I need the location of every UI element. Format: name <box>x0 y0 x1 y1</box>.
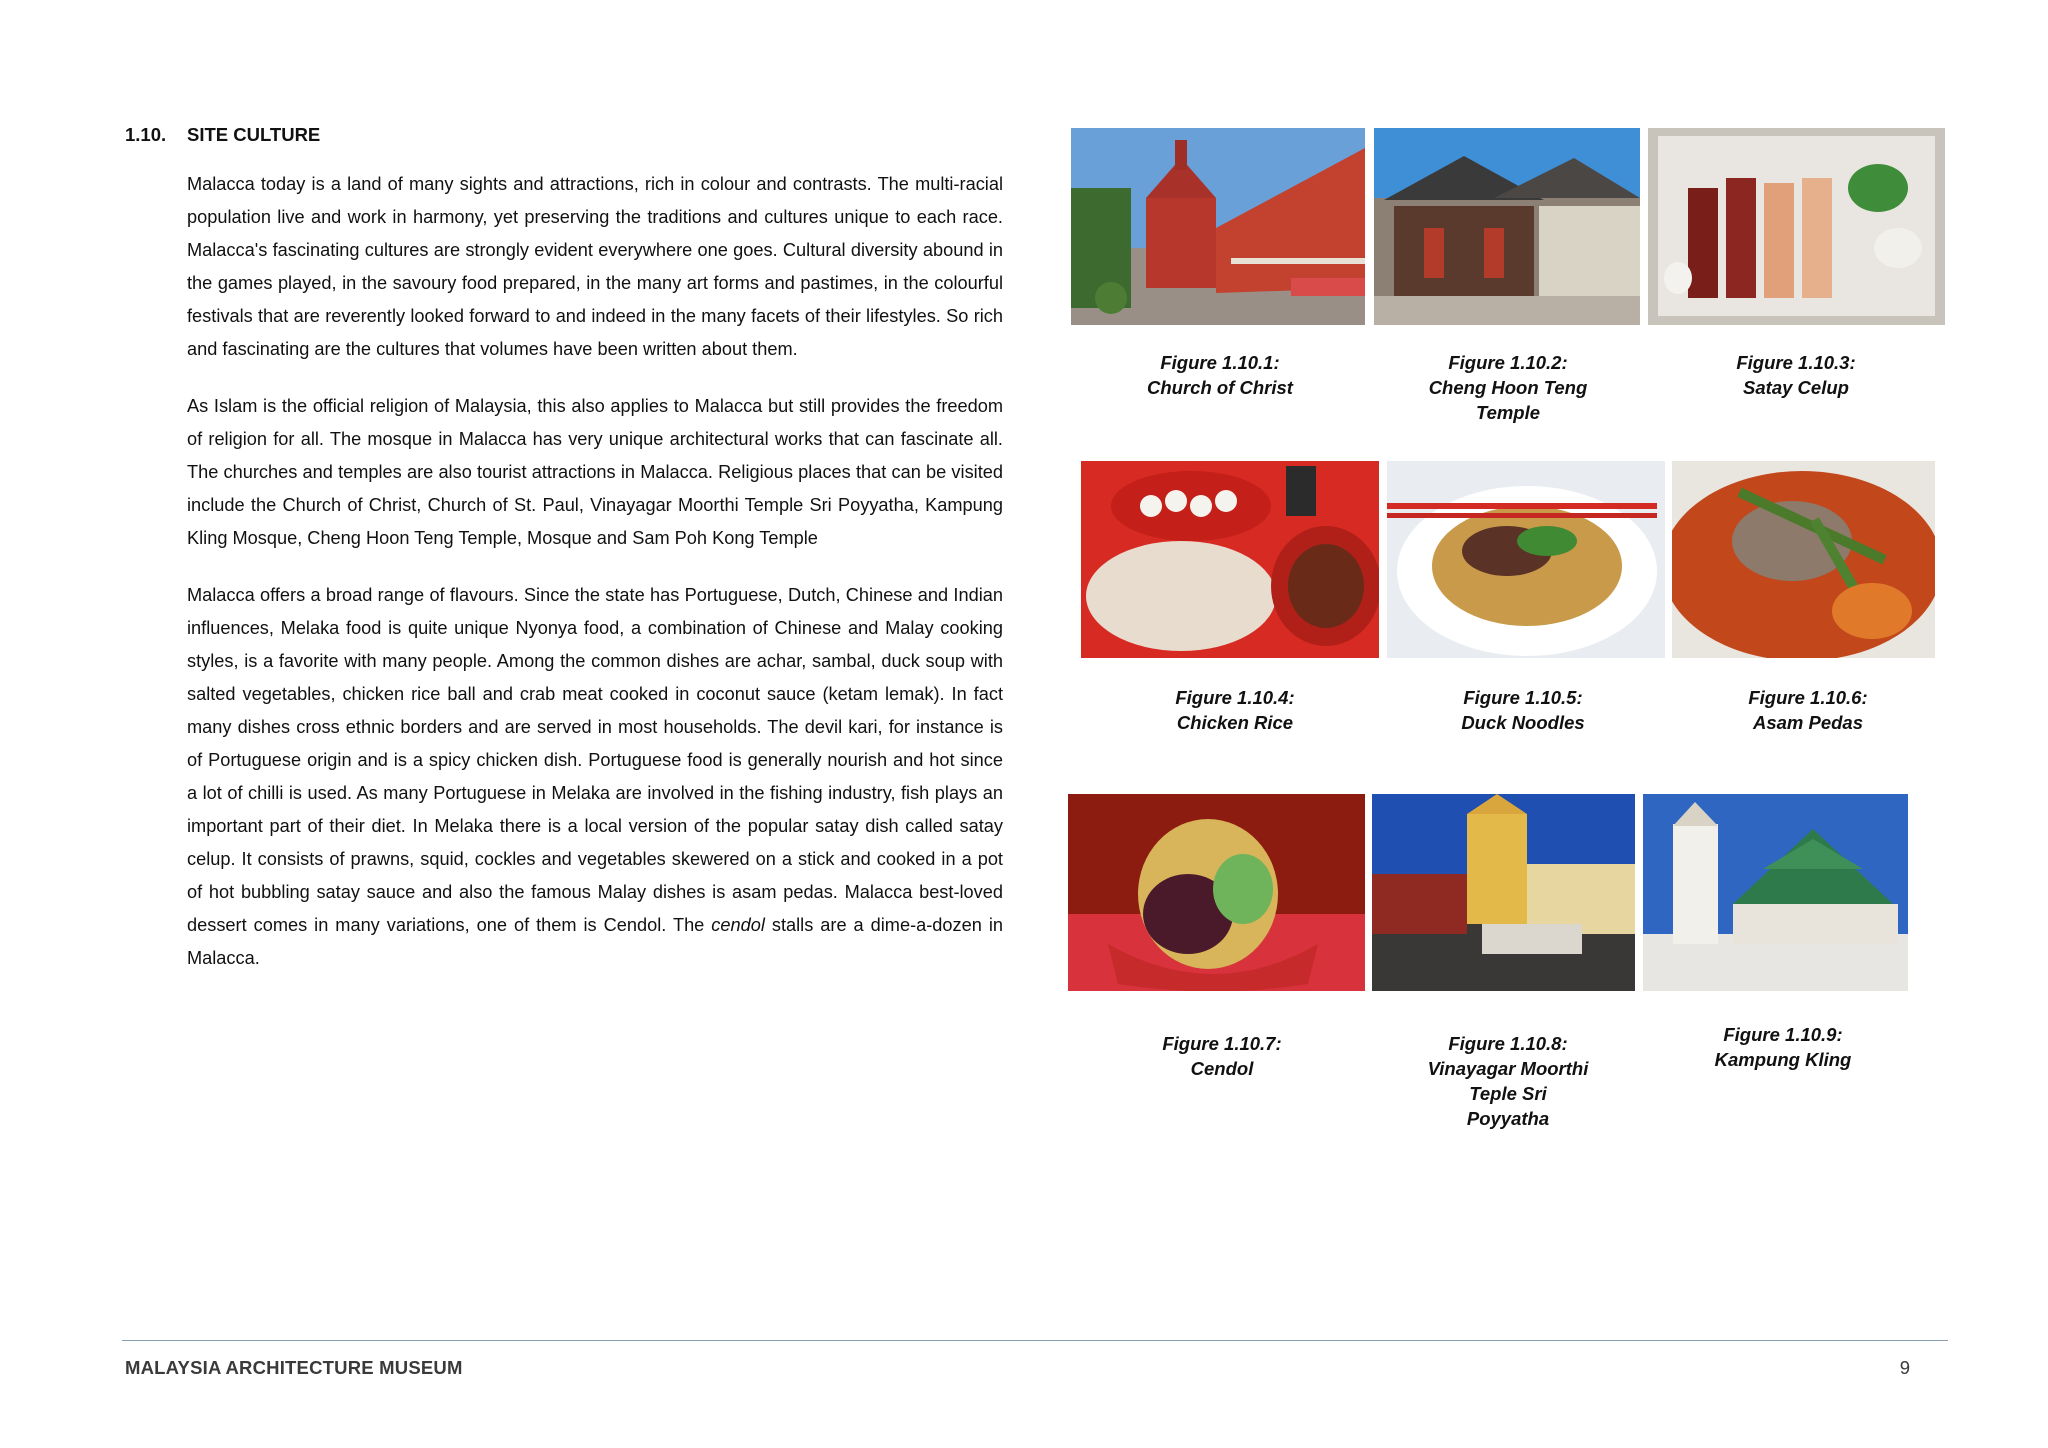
caption-figure-1-10-7: Figure 1.10.7: Cendol <box>1162 1033 1282 1079</box>
photo-cendol <box>1068 794 1365 991</box>
section-number: 1.10. <box>125 124 167 145</box>
photo-church-of-christ <box>1071 128 1365 325</box>
caption-figure-1-10-5: Figure 1.10.5: Duck Noodles <box>1461 687 1585 733</box>
photo-kampung-kling-mosque <box>1643 794 1908 991</box>
photo-satay-celup <box>1648 128 1945 325</box>
photo-vinayagar-moorthi-temple <box>1372 794 1635 991</box>
photo-cheng-hoon-teng-temple <box>1374 128 1640 325</box>
paragraph-2: As Islam is the official religion of Malaysia, this also applies to Malacca but still provides the freedom of religion for all. The mosque in Malacca has very unique architectural works that can fascinate all. The churches and temples are also tourist attractions in Malacca. Religious places that can be visited include the Church of Christ, Church of St. Paul, Vinayagar Moorthi Temple Sri Poyyatha, Kampung Kling Mosque, Cheng Hoon Teng Temple, Mosque and Sam Poh Kong Temple <box>187 396 1003 548</box>
footer-divider <box>122 1340 1948 1341</box>
paragraph-1: Malacca today is a land of many sights and attractions, rich in colour and contrasts. The multi-racial population live and work in harmony, yet preserving the traditions and cultures unique to each race. Malacca's fascinating cultures are strongly evident everywhere one goes. Cultural diversity abound in the games played, in the savoury food prepared, in the many art forms and pastimes, in the colourful festivals that are reverently looked forward to and indeed in the many facets of their lifestyles. So rich and fascinating are the cultures that volumes have been written about them. <box>187 174 1003 359</box>
caption-figure-1-10-9: Figure 1.10.9: Kampung Kling <box>1714 1024 1852 1070</box>
body-text <box>187 168 1003 999</box>
caption-figure-1-10-4: Figure 1.10.4: Chicken Rice <box>1175 687 1295 733</box>
caption-figure-1-10-2: Figure 1.10.2: Cheng Hoon Teng Temple <box>1428 352 1588 423</box>
cendol-italic: cendol <box>711 915 765 935</box>
caption-figure-1-10-1: Figure 1.10.1: Church of Christ <box>1147 352 1293 398</box>
caption-figure-1-10-8: Figure 1.10.8: Vinayagar Moorthi Teple Sri Poyyatha <box>1427 1033 1589 1129</box>
footer-title: MALAYSIA ARCHITECTURE MUSEUM <box>125 1357 463 1378</box>
section-heading <box>125 124 320 146</box>
page-number: 9 <box>1899 1357 1910 1378</box>
photo-asam-pedas <box>1672 461 1935 658</box>
section-title: SITE CULTURE <box>187 124 321 145</box>
caption-figure-1-10-6: Figure 1.10.6: Asam Pedas <box>1748 687 1868 733</box>
photo-chicken-rice <box>1081 461 1379 658</box>
caption-figure-1-10-3: Figure 1.10.3: Satay Celup <box>1736 352 1856 398</box>
paragraph-3: Malacca offers a broad range of flavours. Since the state has Portuguese, Dutch, Chinese and Indian influences, Melaka food is quite unique Nyonya food, a combination of Chinese and Malay cooking styles, is a favorite with many people. Among the common dishes are achar, sambal, duck soup with salted vegetables, chicken rice ball and crab meat cooked in coconut sauce (ketam lemak). In fact many dishes cross ethnic borders and are served in most households. The devil kari, for instance is of Portuguese origin and is a spicy chicken dish. Portuguese food is generally nourish and hot since a lot of chilli is used. As many Portuguese in Melaka are involved in the fishing industry, fish plays an important part of their diet. In Melaka there is a local version of the popular satay dish called satay celup. It consists of prawns, squid, cockles and vegetables skewered on a stick and cooked in a pot of hot bubbling satay sauce and also the famous Malay dishes is asam pedas. Malacca best-loved dessert comes in many variations, one of them is Cendol. The cendol stalls are a dime-a-dozen in Malacca. <box>187 585 1003 968</box>
photo-duck-noodles <box>1387 461 1665 658</box>
